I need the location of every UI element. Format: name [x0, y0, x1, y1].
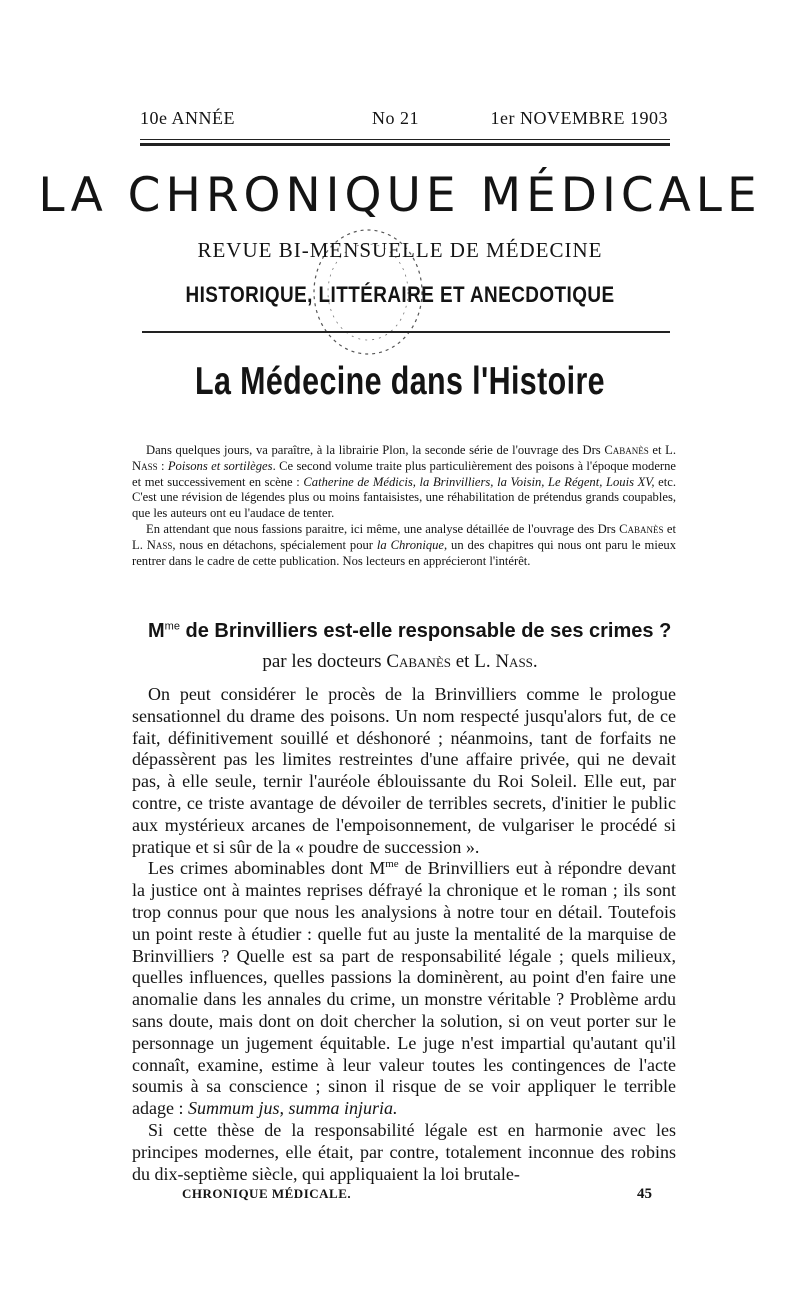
article-title: $M^{me}$ de Brinvilliers est-elle responsable de ses crimes ?	[148, 620, 672, 642]
body-paragraph: Si cette thèse de la responsabilité légale est en harmonie avec les principes modernes, elle était, par contre, totalement inconnue des robins du dix-septième siècle, qui appliquaient la loi brutale-	[132, 1119, 676, 1184]
header-rule-thin	[140, 139, 670, 140]
journal-title: LA CHRONIQUE MÉDICALE	[38, 168, 762, 223]
body-paragraph: On peut considérer le procès de la Brinvilliers comme le prologue sensationnel du drame des poisons. Un nom respecté jusqu'alors fut, de ce fait, définitivement souillé et déshonoré ; néanmoins, tant de forfaits ne dépassèrent pas les limites restreintes d'une affaire privée, qui ne devait pas, à elle seule, ternir l'auréole éblouissante du Roi Soleil. Elle eut, par contre, ce triste avantage de dévoiler de terribles secrets, d'initier le public aux mystérieux arcanes de l'empoisonnement, de vulgariser le procédé si pratique et si sûr de la « poudre de succession ».	[132, 684, 676, 857]
year-label: 10e ANNÉE	[140, 108, 235, 128]
footer-journal-name: CHRONIQUE MÉDICALE.	[182, 1186, 352, 1201]
header-rule-thick	[140, 143, 670, 146]
journal-subtitle-line1: REVUE BI-MENSUELLE DE MÉDECINE	[197, 238, 603, 262]
intro-paragraph: En attendant que nous fassions paraitre, ici même, une analyse détaillée de l'ouvrage des Drs Cabanès et L. Nass, nous en détachons, spécialement pour la Chronique, un des chapitres qui nous ont paru le mieux rentrer dans le cadre de cette publication. Nos lecteurs en apprécieront l'intérêt.	[132, 521, 676, 568]
article-byline: par les docteurs Cabanès et L. Nass.	[262, 651, 538, 672]
article-body	[132, 684, 676, 1185]
journal-subtitle-line2: HISTORIQUE, LITTÉRAIRE ET ANECDOTIQUE	[185, 282, 615, 307]
issue-date: 1er NOVEMBRE 1903	[490, 108, 668, 128]
intro-note	[132, 443, 676, 569]
page-number: 45	[637, 1186, 652, 1202]
intro-paragraph: Dans quelques jours, va paraître, à la librairie Plon, la seconde série de l'ouvrage des Drs Cabanès et L. Nass : Poisons et sortilèges. Ce second volume traite plus particulièrement des poisons à l'époque moderne et met successivement en scène : Catherine de Médicis, la Brinvilliers, la Voisin, Le Régent, Louis XV, etc. C'est une révision de légendes plus ou moins fantaisistes, une réhabilitation de prétendus grands coupables, que les auteurs ont eu l'audace de tenter.	[132, 443, 676, 521]
issue-number: No 21	[372, 108, 419, 128]
body-paragraph: Les crimes abominables dont $M^{me}$ de Brinvilliers eut à répondre devant la justice ont à maintes reprises défrayé la chronique et le roman ; ils sont trop connus pour que nous les analysions à notre tour en détail. Toutefois un point reste à étudier : quelle fut au juste la mentalité de la marquise de Brinvilliers ? Quelle est sa part de responsabilité légale ; quels milieux, quelles influences, quelles passions la dominèrent, au point d'en faire une anomalie dans les annales du crime, un monstre véritable ? Problème ardu sans doute, mais dont on doit chercher la solution, si on veut porter sur le personnage un jugement équitable. Le juge n'est impartial qu'autant qu'il connaît, examine, estime à leur valeur toutes les contingences de l'acte soumis à sa conscience ; sinon il risque de se voir appliquer le terrible adage : Summum jus, summa injuria.	[132, 858, 676, 1119]
masthead-rule	[142, 331, 670, 333]
running-header	[140, 108, 668, 134]
section-title: La Médecine dans l'Histoire	[195, 360, 605, 403]
page-footer	[182, 1186, 652, 1206]
